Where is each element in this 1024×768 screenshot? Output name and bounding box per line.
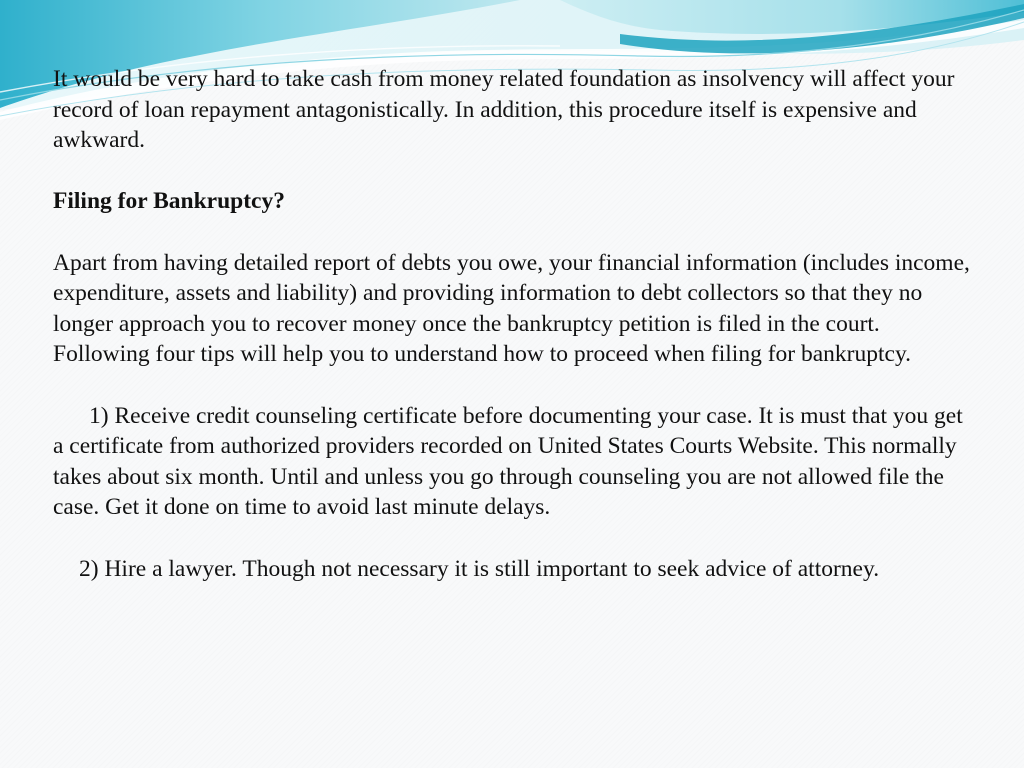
slide-content <box>53 64 973 615</box>
tip-2-paragraph: 2) Hire a lawyer. Though not necessary it is still important to seek advice of attorney. <box>79 555 880 582</box>
body-paragraph: Apart from having detailed report of debts you owe, your financial information (includes income, expenditure, assets and liability) and providing information to debt collectors so that they no longer approach you to recover money once the bankruptcy petition is filed in the court. Following four tips will help you to understand how to proceed when filing for bankruptcy. <box>53 249 970 368</box>
intro-paragraph: It would be very hard to take cash from money related foundation as insolvency will affect your record of loan repayment antagonistically. In addition, this procedure itself is expensive and awkward. <box>53 66 955 154</box>
tip-1-paragraph: 1) Receive credit counseling certificate before documenting your case. It is must that you get a certificate from authorized providers recorded on United States Courts Website. This normally takes about six month. Until and unless you go through counseling you are not allowed file the case. Get it done on time to avoid last minute delays. <box>53 402 963 521</box>
section-heading: Filing for Bankruptcy? <box>53 188 285 215</box>
